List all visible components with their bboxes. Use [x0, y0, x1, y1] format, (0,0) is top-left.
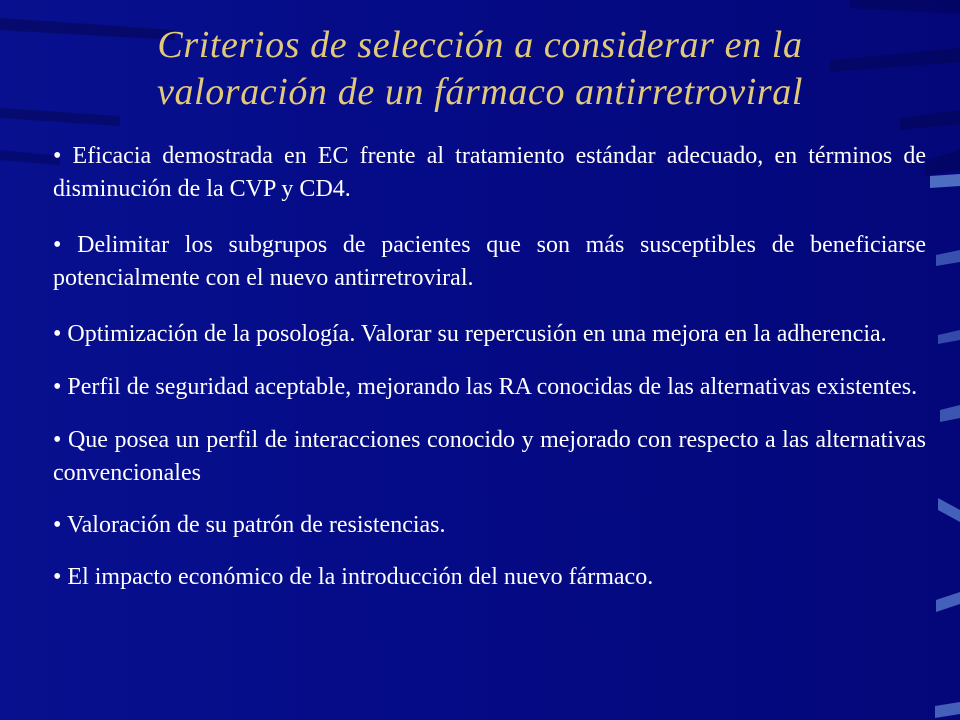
stripe-dark [850, 0, 960, 14]
stripe-light [935, 702, 960, 718]
bullet-list [53, 140, 926, 594]
stripe-light [936, 250, 960, 266]
bullet-text: Eficacia demostrada en EC frente al tratamiento estándar adecuado, en términos de disminución de la CVP y CD4. [53, 143, 927, 202]
bullet-item [53, 371, 926, 404]
bullet-icon: • [53, 427, 62, 453]
bullet-icon: • [53, 374, 62, 400]
bullet-icon: • [53, 232, 62, 258]
bullet-item [53, 509, 926, 542]
stripe-light [930, 174, 960, 188]
bullet-item [53, 140, 926, 206]
stripe-dark [925, 150, 960, 176]
slide-title-line: Criterios de selección a considerar en la [157, 24, 803, 66]
bullet-item [53, 229, 926, 295]
bullet-text: Que posea un perfil de interacciones conocido y mejorado con respecto a las alternativas convencionales [53, 427, 926, 486]
bullet-text: Perfil de seguridad aceptable, mejorando las RA conocidas de las alternativas existentes. [67, 374, 918, 400]
bullet-text: Delimitar los subgrupos de pacientes que son más susceptibles de beneficiarse potencialmente con el nuevo antirretroviral. [53, 232, 927, 291]
stripe-dark [0, 150, 60, 165]
stripe-light [936, 592, 960, 612]
bullet-icon: • [53, 143, 62, 169]
stripe-light [938, 498, 960, 522]
stripe-light [940, 405, 960, 422]
bullet-icon: • [53, 512, 62, 538]
bullet-text: Valoración de su patrón de resistencias. [66, 512, 446, 538]
bullet-icon: • [53, 321, 62, 347]
stripe-light [938, 330, 960, 344]
bullet-text: El impacto económico de la introducción del nuevo fármaco. [67, 564, 654, 590]
bullet-icon: • [53, 564, 62, 590]
slide-title [0, 22, 960, 116]
bullet-item [53, 424, 926, 490]
bullet-item [53, 318, 926, 351]
bullet-item [53, 561, 926, 594]
slide-title-line: valoración de un fármaco antirretroviral [156, 71, 803, 113]
bullet-text: Optimización de la posología. Valorar su repercusión en una mejora en la adherencia. [67, 321, 887, 347]
